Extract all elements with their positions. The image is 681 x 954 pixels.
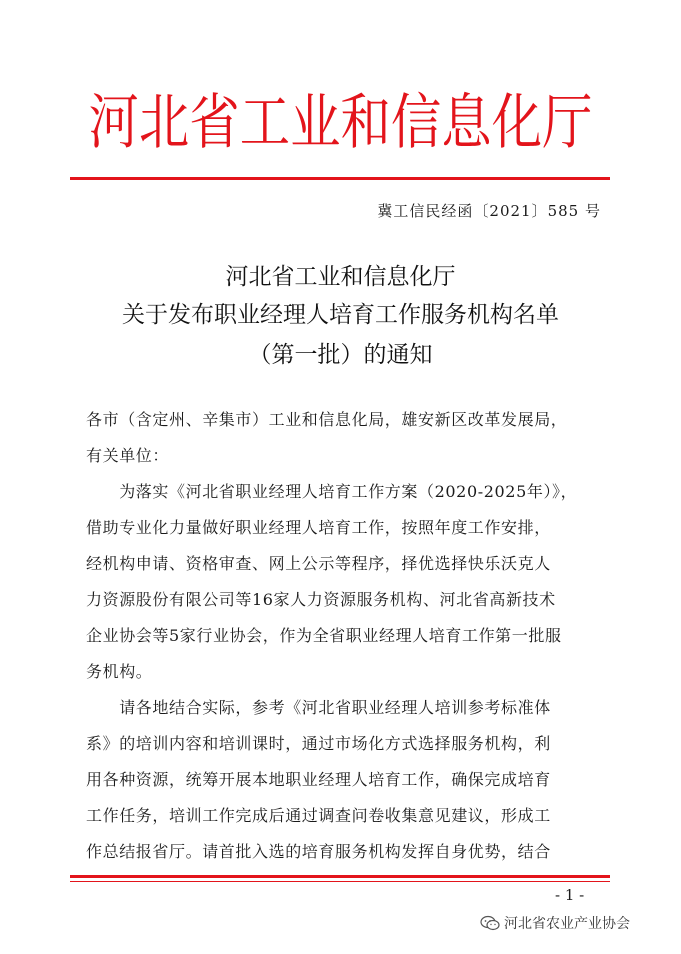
wechat-icon (480, 915, 500, 931)
body-line: 工作任务，培训工作完成后通过调查问卷收集意见建议，形成工 (86, 806, 551, 825)
body-line: 力资源股份有限公司等16家人力资源服务机构、河北省高新技术 (86, 590, 556, 609)
doc-title-line-1: 河北省工业和信息化厅 (225, 264, 456, 290)
body-line: 请各地结合实际，参考《河北省职业经理人培训参考标准体 (86, 698, 551, 717)
page-number: - 1 - (555, 886, 585, 904)
header-divider (70, 177, 610, 180)
body-line: 系》的培训内容和培训课时，通过市场化方式选择服务机构，利 (86, 734, 551, 753)
body-line: 经机构申请、资格审查、网上公示等程序，择优选择快乐沃克人 (86, 554, 551, 573)
body-line: 为落实《河北省职业经理人培育工作方案（2020-2025年）》， (86, 482, 578, 501)
footer-divider-thin (70, 881, 610, 882)
body-line: 用各种资源，统筹开展本地职业经理人培育工作，确保完成培育 (86, 770, 551, 789)
doc-title-line-3: （第一批）的通知 (248, 342, 433, 368)
body-line: 作总结报省厅。请首批入选的培育服务机构发挥自身优势，结合 (86, 842, 551, 861)
body-line: 借助专业化力量做好职业经理人培育工作，按照年度工作安排， (86, 518, 551, 537)
watermark (480, 913, 630, 933)
body-line: 企业协会等5家行业协会，作为全省职业经理人培育工作第一批服 (86, 626, 562, 645)
body-line: 务机构。 (86, 662, 153, 681)
body-line: 各市（含定州、辛集市）工业和信息化局，雄安新区改革发展局， (86, 410, 568, 429)
document-number: 冀工信民经函〔2021〕585 号 (377, 202, 601, 220)
watermark-text: 河北省农业产业协会 (504, 916, 630, 932)
footer-divider-thick (70, 875, 610, 878)
agency-header-title: 河北省工业和信息化厅 (88, 88, 593, 158)
doc-title-line-2: 关于发布职业经理人培育工作服务机构名单 (122, 302, 559, 328)
body-line: 有关单位： (86, 446, 170, 465)
